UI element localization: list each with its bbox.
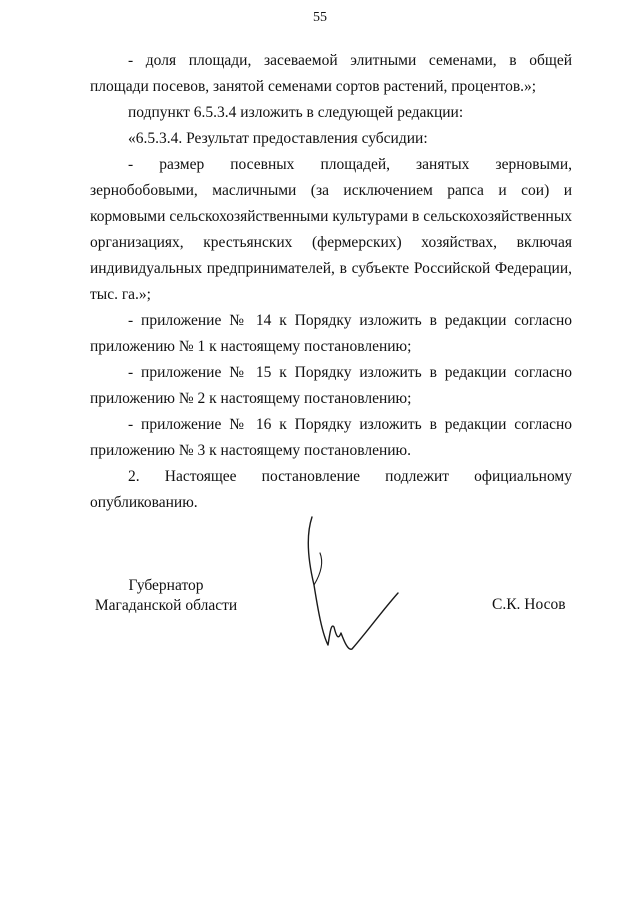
paragraph-appendix-15: - приложение № 15 к Порядку изложить в редакции согласно приложению № 2 к настоящему постановлению; — [90, 364, 572, 407]
governor-title — [92, 576, 240, 616]
page-number: 55 — [313, 10, 327, 25]
paragraph-crop-area: - размер посевных площадей, занятых зерновыми, зернобобовыми, масличными (за исключением рапса и сои) и кормовыми сельскохозяйственными культурами в сельскохозяйственных организациях, крестьянских (фермерских) хозяйствах, включая индивидуальных предпринимателей, в субъекте Российской Федерации, тыс. га.»; — [90, 156, 572, 303]
paragraph-appendix-16: - приложение № 16 к Порядку изложить в редакции согласно приложению № 3 к настоящему постановлению. — [90, 416, 572, 459]
document-body — [90, 48, 572, 516]
paragraph-appendix-14: - приложение № 14 к Порядку изложить в редакции согласно приложению № 1 к настоящему постановлению; — [90, 312, 572, 355]
governor-title-line1: Губернатор — [128, 577, 204, 594]
paragraph-result-heading: «6.5.3.4. Результат предоставления субсидии: — [128, 130, 428, 147]
governor-title-line2: Магаданской области — [94, 597, 238, 614]
paragraph-publication: 2. Настоящее постановление подлежит официальному опубликованию. — [90, 468, 572, 511]
paragraph-elite-seeds: - доля площади, засеваемой элитными семенами, в общей площади посевов, занятой семенами сортов растений, процентов.»; — [90, 52, 572, 95]
governor-name: С.К. Носов — [492, 596, 566, 613]
paragraph-subitem-intro: подпункт 6.5.3.4 изложить в следующей редакции: — [128, 104, 464, 121]
handwritten-signature — [300, 515, 410, 655]
